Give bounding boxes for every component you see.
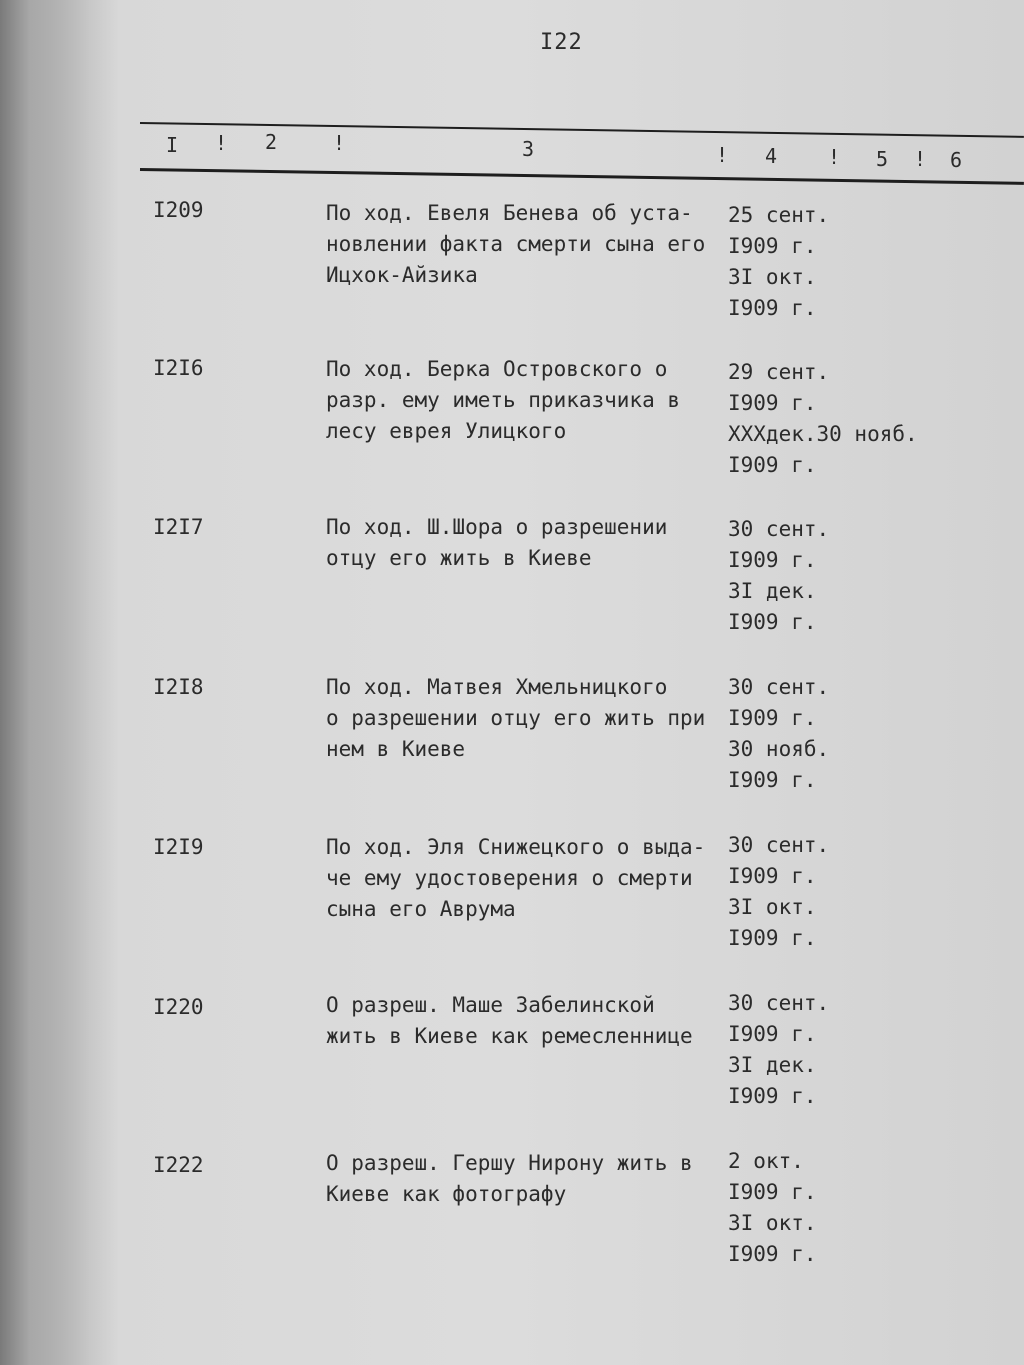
date-line: 30 сент. <box>728 517 830 541</box>
date-line: I909 г. <box>728 548 817 572</box>
entry-number: I220 <box>153 995 204 1019</box>
date-line: I909 г. <box>728 391 817 415</box>
date-line: 25 сент. <box>728 203 830 227</box>
entry-description <box>326 512 667 574</box>
date-line: I909 г. <box>728 1084 817 1108</box>
date-line: 3I дек. <box>728 1053 817 1077</box>
entry-number: I2I8 <box>153 675 204 699</box>
description-line: Ицхок-Айзика <box>326 263 478 287</box>
header-sep-3: ! <box>716 143 729 167</box>
date-line: 3I окт. <box>728 895 817 919</box>
description-line: новлении факта смерти сына его <box>326 232 706 256</box>
date-line: I909 г. <box>728 610 817 634</box>
description-line: О разреш. Гершу Нирону жить в <box>326 1151 693 1175</box>
entry-description <box>326 672 705 765</box>
date-line: I909 г. <box>728 296 817 320</box>
date-line: 30 сент. <box>728 833 830 857</box>
description-line: По ход. Ш.Шора о разрешении <box>326 515 668 539</box>
date-line: I909 г. <box>728 926 817 950</box>
description-line: По ход. Эля Снижецкого о выда- <box>326 835 706 859</box>
date-line: I909 г. <box>728 1180 817 1204</box>
description-line: о разрешении отцу его жить при <box>326 706 706 730</box>
description-line: отцу его жить в Киеве <box>326 546 592 570</box>
description-line: лесу еврея Улицкого <box>326 419 567 443</box>
description-line: По ход. Матвея Хмельницкого <box>326 675 668 699</box>
description-line: По ход. Евеля Бенева об уста- <box>326 201 693 225</box>
date-line: I909 г. <box>728 1242 817 1266</box>
description-line: жить в Киеве как ремесленнице <box>326 1024 693 1048</box>
header-rule-bottom <box>140 168 1024 185</box>
date-line: I909 г. <box>728 864 817 888</box>
header-col-2: 2 <box>265 130 278 154</box>
entry-number: I2I7 <box>153 515 204 539</box>
date-line: XXXдек.30 нояб. <box>728 422 918 446</box>
header-col-6: 6 <box>950 148 963 172</box>
entry-number: I2I9 <box>153 835 204 859</box>
entry-number: I222 <box>153 1153 204 1177</box>
date-line: I909 г. <box>728 1022 817 1046</box>
entry-dates <box>728 1146 817 1270</box>
description-line: По ход. Берка Островского о <box>326 357 668 381</box>
date-line: I909 г. <box>728 453 817 477</box>
date-line: 30 сент. <box>728 675 830 699</box>
date-line: I909 г. <box>728 768 817 792</box>
header-sep-4: ! <box>828 145 841 169</box>
entry-description <box>326 990 693 1052</box>
header-col-5: 5 <box>876 147 889 171</box>
entry-number: I209 <box>153 198 204 222</box>
header-sep-2: ! <box>333 131 346 155</box>
date-line: 30 нояб. <box>728 737 830 761</box>
description-line: О разреш. Маше Забелинской <box>326 993 655 1017</box>
entry-description <box>326 1148 693 1210</box>
page-number: I22 <box>540 30 583 55</box>
entry-number: I2I6 <box>153 356 204 380</box>
date-line: 2 окт. <box>728 1149 804 1173</box>
entry-description <box>326 354 680 447</box>
description-line: разр. ему иметь приказчика в <box>326 388 681 412</box>
description-line: Киеве как фотографу <box>326 1182 567 1206</box>
entry-dates <box>728 514 829 638</box>
entry-dates <box>728 357 918 481</box>
entry-description <box>326 832 705 925</box>
description-line: сына его Аврума <box>326 897 516 921</box>
header-col-4: 4 <box>765 144 778 168</box>
date-line: 30 сент. <box>728 991 830 1015</box>
header-col-3: 3 <box>522 137 535 161</box>
description-line: че ему удостоверения о смерти <box>326 866 693 890</box>
description-line: нем в Киеве <box>326 737 466 761</box>
header-sep-5: ! <box>914 147 927 171</box>
date-line: I909 г. <box>728 234 817 258</box>
page-edge-shadow <box>0 0 120 1365</box>
date-line: 3I окт. <box>728 1211 817 1235</box>
entry-dates <box>728 830 829 954</box>
date-line: 29 сент. <box>728 360 830 384</box>
date-line: I909 г. <box>728 706 817 730</box>
entry-description <box>326 198 705 291</box>
date-line: 3I дек. <box>728 579 817 603</box>
header-sep-1: ! <box>215 131 228 155</box>
entry-dates <box>728 988 829 1112</box>
entry-dates <box>728 200 829 324</box>
entry-dates <box>728 672 829 796</box>
header-col-1: I <box>166 133 179 157</box>
date-line: 3I окт. <box>728 265 817 289</box>
